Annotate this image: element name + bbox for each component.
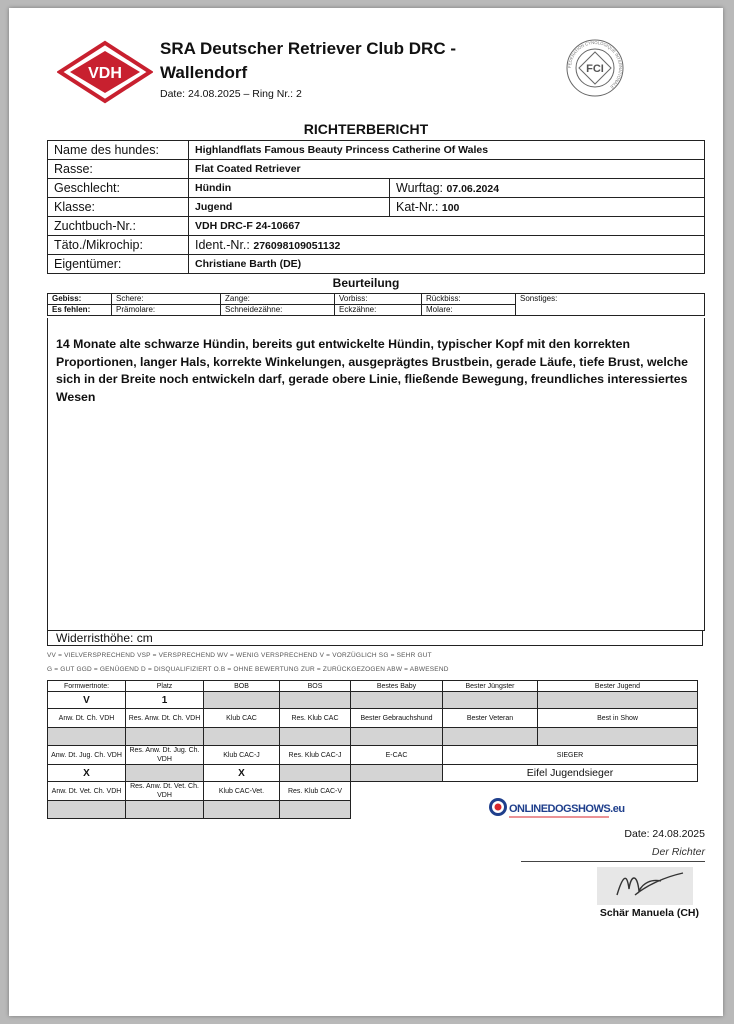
studbook-value: VDH DRC-F 24-10667 — [189, 217, 705, 236]
judge-signature — [595, 865, 695, 907]
sonstiges-label: Sonstiges: — [516, 294, 705, 316]
breed-label: Rasse: — [48, 160, 189, 179]
klub-cac-vet-header: Klub CAC-Vet. — [204, 782, 280, 801]
birth-label: Wurftag: — [396, 181, 444, 195]
bester-veteran-header: Bester Veteran — [443, 709, 538, 728]
fci-logo — [565, 38, 625, 98]
anw-dt-jug-header: Anw. Dt. Jug. Ch. VDH — [48, 746, 126, 765]
judge-role: Der Richter — [651, 846, 705, 858]
gebiss-label: Gebiss: — [48, 294, 112, 305]
assessment-title: Beurteilung — [332, 276, 400, 290]
svg-text:FCI: FCI — [586, 63, 604, 75]
zange-label: Zange: — [221, 294, 335, 305]
ident-cell — [189, 236, 705, 255]
best-in-show-header: Best in Show — [538, 709, 698, 728]
catno-value: 100 — [441, 202, 460, 214]
name-label: Name des hundes: — [48, 141, 189, 160]
svg-text:ONLINEDOGSHOWS.eu: ONLINEDOGSHOWS.eu — [509, 803, 625, 815]
grid-cell — [126, 765, 204, 782]
grid-cell — [126, 801, 204, 819]
catno-label: Kat-Nr.: — [396, 200, 439, 214]
grid-cell — [280, 728, 351, 746]
vdh-logo — [57, 40, 153, 104]
grid-cell — [351, 765, 443, 782]
name-value: Highlandflats Famous Beauty Princess Catherine Of Wales — [189, 141, 705, 160]
grid-cell — [280, 692, 351, 709]
formwertnote-header: Formwertnote: — [48, 681, 126, 692]
signature-line — [521, 861, 705, 862]
grid-empty — [351, 782, 443, 801]
sieger-value: Eifel Jugendsieger — [443, 765, 698, 782]
grid-cell — [48, 728, 126, 746]
grid-cell — [351, 692, 443, 709]
schere-label: Schere: — [112, 294, 221, 305]
res-anw-dt-vet-header: Res. Anw. Dt. Vet. Ch. VDH — [126, 782, 204, 801]
grade-legend-line-2: G = GUT GGD = GENÜGEND D = DISQUALIFIZIERT O.B = OHNE BEWERTUNG ZUR = ZURÜCKGEZOGEN ABW = ABWESEND — [47, 666, 449, 673]
klub-cac-j-header: Klub CAC-J — [204, 746, 280, 765]
studbook-label: Zuchtbuch-Nr.: — [48, 217, 189, 236]
report-text: 14 Monate alte schwarze Hündin, bereits gut entwickelte Hündin, typischer Kopf mit den korrekten Proportionen, langer Hals, korrekte Winkelungen, ausgeprägtes Brustbein, gerade Läufe, tiefe Brust, welche sich in der Breite noch entwickeln darf, gerade obere Linie, fließende Bewegung, freundliches interessiertes Wesen — [56, 337, 688, 404]
bester-juengster-header: Bester Jüngster — [443, 681, 538, 692]
grade-value: V — [48, 692, 126, 709]
res-klub-cac-v-header: Res. Klub CAC-V — [280, 782, 351, 801]
grid-cell — [443, 728, 538, 746]
svg-text:VDH: VDH — [88, 65, 122, 82]
grid-cell — [538, 728, 698, 746]
sieger-header: SIEGER — [443, 746, 698, 765]
place-value: 1 — [126, 692, 204, 709]
molare-label: Molare: — [422, 305, 516, 316]
breed-value: Flat Coated Retriever — [189, 160, 705, 179]
report-page — [9, 8, 723, 1016]
svg-text:FEDERATION CYNOLOGIQUE INTERNA: FEDERATION CYNOLOGIQUE INTERNATIONALE — [566, 39, 624, 90]
bob-header: BOB — [204, 681, 280, 692]
grid-cell — [204, 692, 280, 709]
sex-label: Geschlecht: — [48, 179, 189, 198]
grid-cell — [351, 728, 443, 746]
es-fehlen-label: Es fehlen: — [48, 305, 112, 316]
grid-cell — [204, 728, 280, 746]
birth-cell — [390, 179, 705, 198]
teeth-table — [47, 293, 705, 316]
report-text-box — [47, 318, 705, 631]
ident-label: Ident.-Nr.: — [195, 238, 250, 252]
dog-info-table — [47, 140, 705, 274]
grid-cell — [443, 692, 538, 709]
anw-dt-vet-header: Anw. Dt. Vet. Ch. VDH — [48, 782, 126, 801]
grid-cell — [126, 728, 204, 746]
footer-date: Date: 24.08.2025 — [624, 828, 705, 840]
club-title: SRA Deutscher Retriever Club DRC - Wallendorf — [160, 39, 456, 82]
grid-cell — [204, 801, 280, 819]
catno-cell — [390, 198, 705, 217]
res-klub-cac-j-header: Res. Klub CAC-J — [280, 746, 351, 765]
res-anw-dt-ch-header: Res. Anw. Dt. Ch. VDH — [126, 709, 204, 728]
owner-label: Eigentümer: — [48, 255, 189, 274]
bestes-baby-header: Bestes Baby — [351, 681, 443, 692]
chip-label: Täto./Mikrochip: — [48, 236, 189, 255]
height-row: Widerristhöhe: cm — [47, 630, 703, 646]
owner-value: Christiane Barth (DE) — [189, 255, 705, 274]
class-value: Jugend — [189, 198, 390, 217]
bos-header: BOS — [280, 681, 351, 692]
onlinedogshows-logo — [487, 794, 627, 824]
praemolare-label: Prämolare: — [112, 305, 221, 316]
anw-dt-ch-header: Anw. Dt. Ch. VDH — [48, 709, 126, 728]
class-label: Klasse: — [48, 198, 189, 217]
eckzaehne-label: Eckzähne: — [335, 305, 422, 316]
res-anw-dt-jug-header: Res. Anw. Dt. Jug. Ch. VDH — [126, 746, 204, 765]
sex-value: Hündin — [189, 179, 390, 198]
rueckbiss-label: Rückbiss: — [422, 294, 516, 305]
grid-empty — [351, 801, 443, 819]
vorbiss-label: Vorbiss: — [335, 294, 422, 305]
e-cac-header: E-CAC — [351, 746, 443, 765]
klub-cac-header: Klub CAC — [204, 709, 280, 728]
klub-cac-j-mark: X — [204, 765, 280, 782]
grade-legend-line-1: VV = VIELVERSPRECHEND VSP = VERSPRECHEND WV = WENIG VERSPRECHEND V = VORZÜGLICH SG = SEHR GUT — [47, 652, 432, 659]
schneidezaehne-label: Schneidezähne: — [221, 305, 335, 316]
platz-header: Platz — [126, 681, 204, 692]
ident-value: 276098109051132 — [253, 240, 341, 252]
report-title: RICHTERBERICHT — [303, 121, 429, 137]
birth-value: 07.06.2024 — [446, 183, 500, 195]
date-ring: Date: 24.08.2025 – Ring Nr.: 2 — [160, 88, 302, 100]
grid-cell — [48, 801, 126, 819]
grid-cell — [280, 765, 351, 782]
grid-cell — [538, 692, 698, 709]
judge-name: Schär Manuela (CH) — [599, 907, 699, 919]
res-klub-cac-header: Res. Klub CAC — [280, 709, 351, 728]
grid-cell — [280, 801, 351, 819]
anw-jug-mark: X — [48, 765, 126, 782]
bester-gebrauchshund-header: Bester Gebrauchshund — [351, 709, 443, 728]
bester-jugend-header: Bester Jugend — [538, 681, 698, 692]
